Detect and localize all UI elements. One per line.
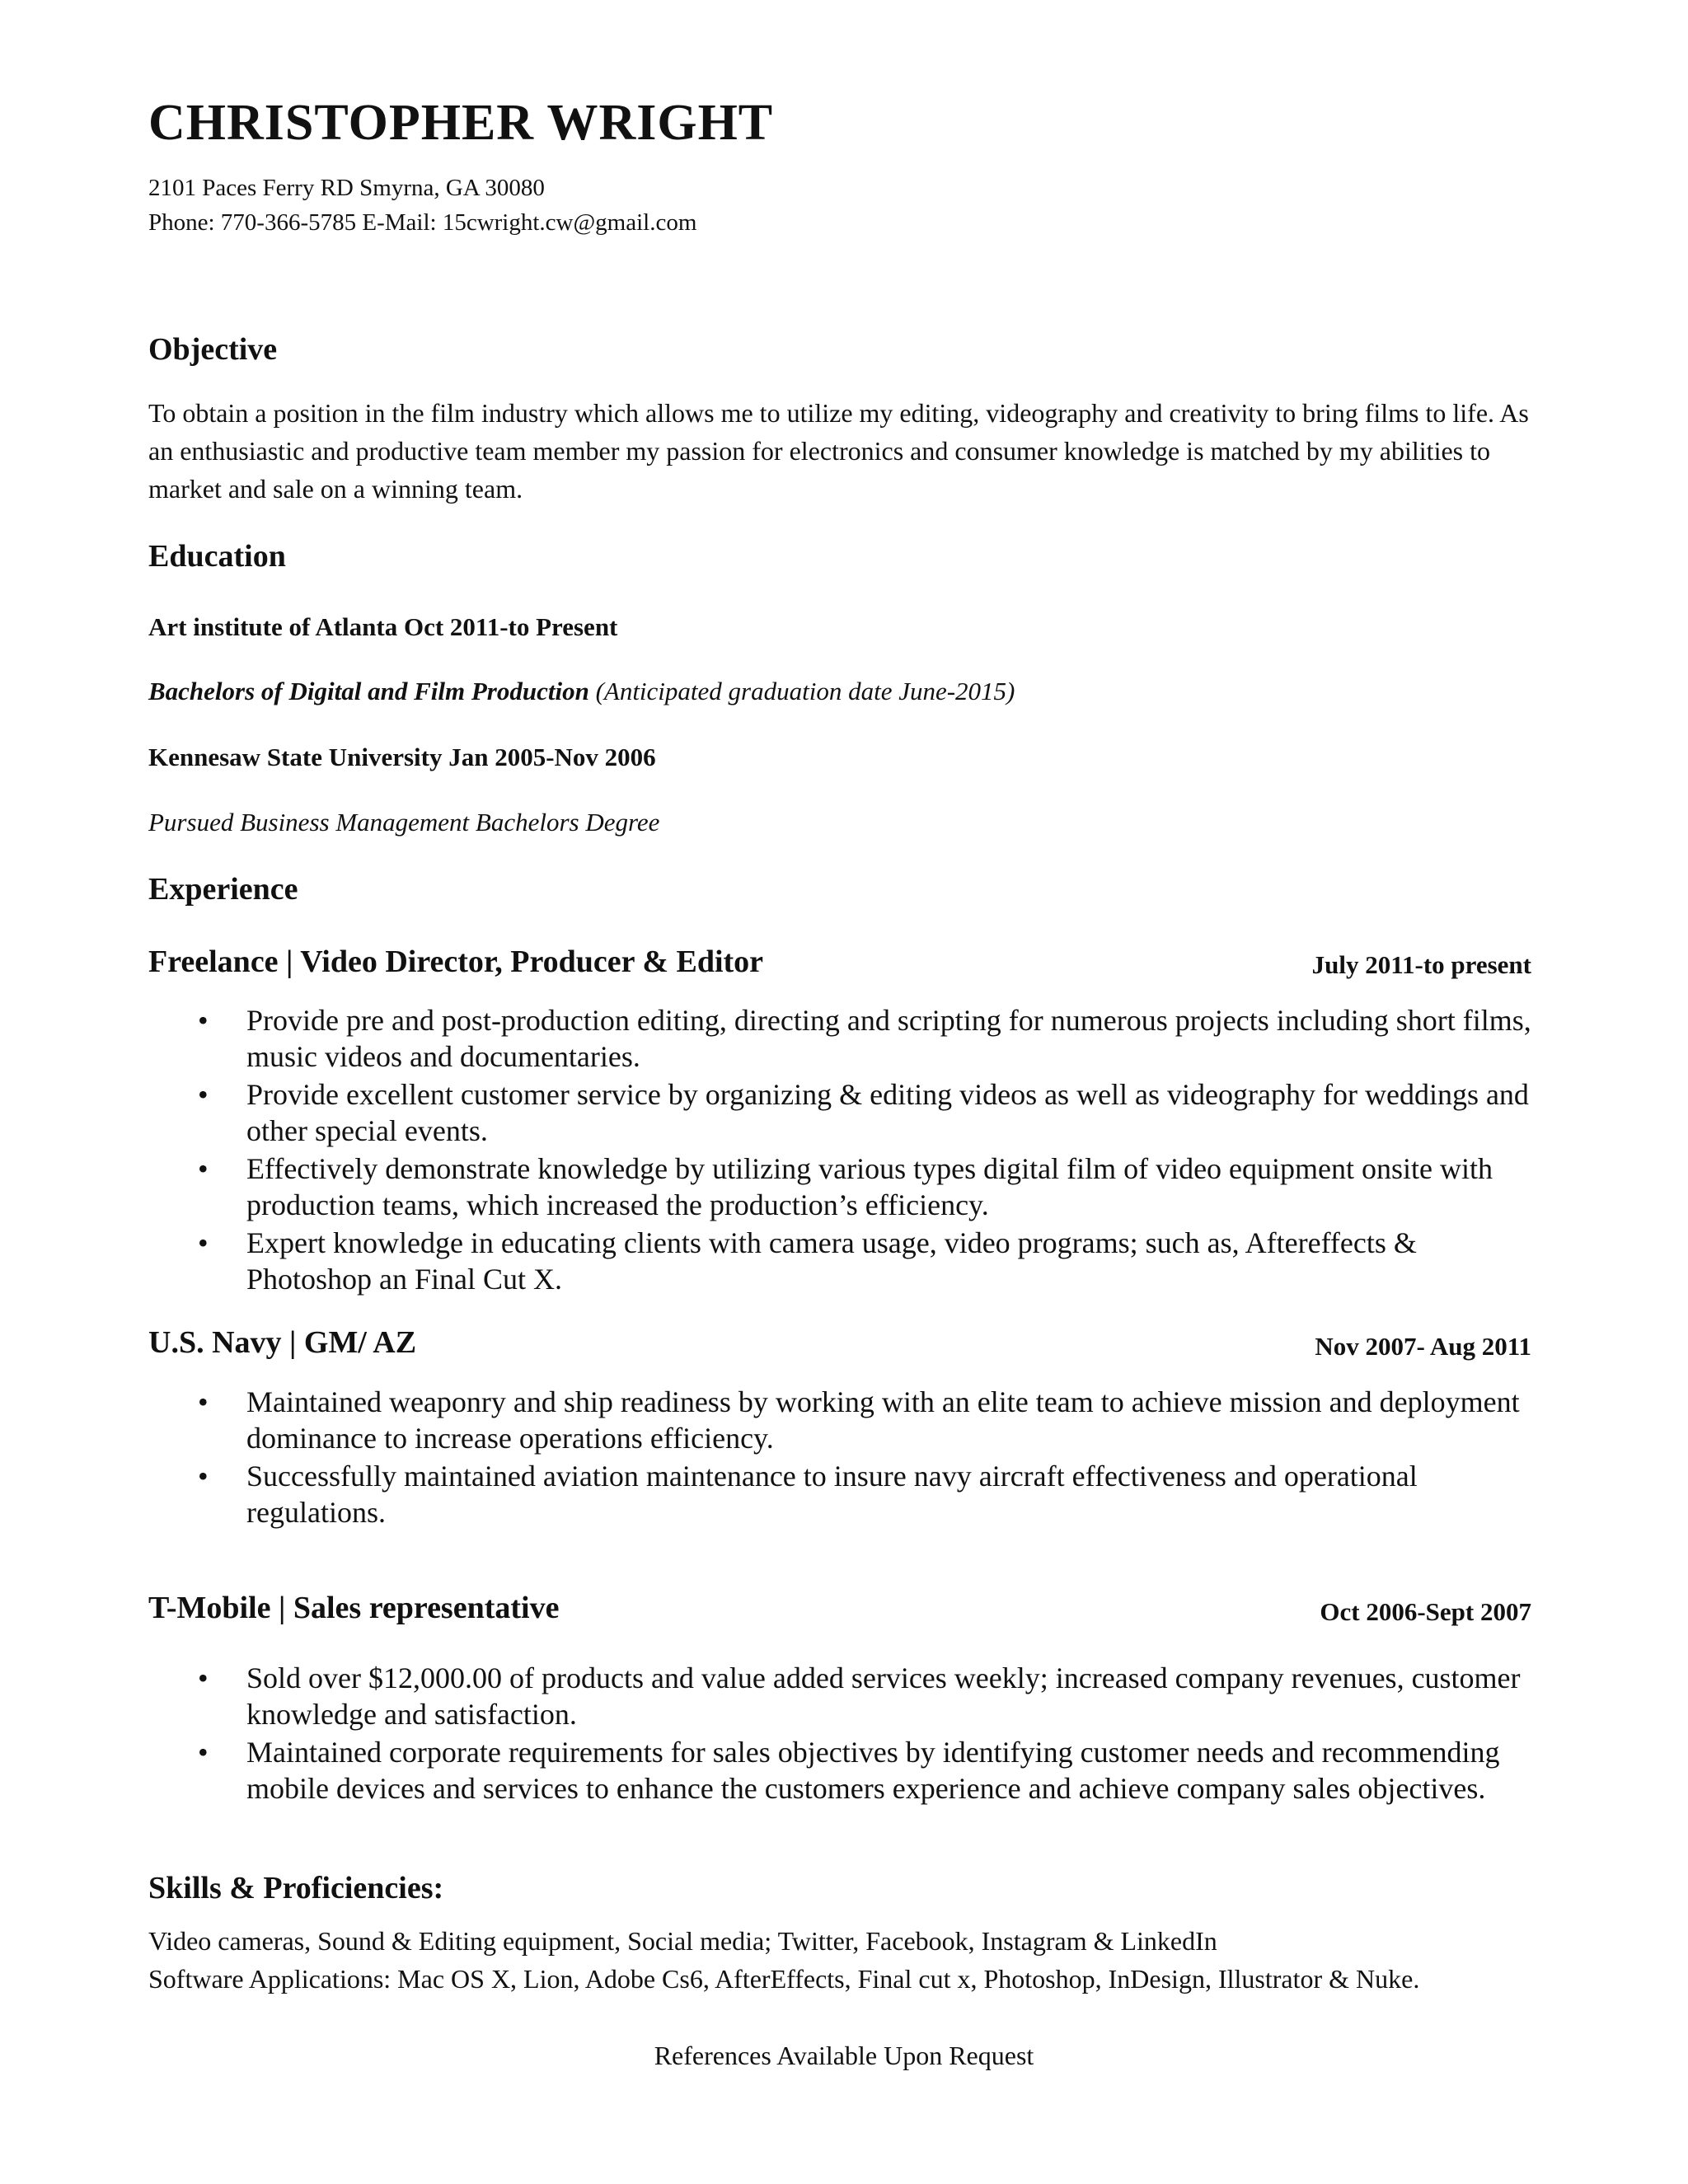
job-dates-tmobile: Oct 2006-Sept 2007 [1320, 1597, 1531, 1626]
objective-text: To obtain a position in the film industry which allows me to utilize my editing, videography and creativity to bring films to life. As an enthusiastic and productive team member my passion for electronics and consumer knowledge is matched by my abilities to market and sale on a winning team. [148, 398, 1529, 504]
education-degree-1-note: (Anticipated graduation date June-2015) [595, 677, 1015, 705]
job-title-freelance: Freelance | Video Director, Producer & Editor [148, 944, 764, 979]
education-degree-1-title: Bachelors of Digital and Film Production [148, 677, 589, 705]
list-item: • Expert knowledge in educating clients with camera usage, video programs; such as, Aftereffects & Photoshop an Final Cut X. [148, 1225, 1533, 1297]
list-item: • Successfully maintained aviation maintenance to insure navy aircraft effectiveness and operational regulations. [148, 1458, 1533, 1530]
list-item: • Sold over $12,000.00 of products and value added services weekly; increased company revenues, customer knowledge and satisfaction. [148, 1660, 1533, 1732]
education-school-2: Kennesaw State University Jan 2005-Nov 2006 [148, 743, 656, 771]
job-bullets-navy [148, 1384, 1533, 1532]
education-school-1: Art institute of Atlanta Oct 2011-to Present [148, 612, 618, 641]
objective-heading: Objective [148, 332, 278, 367]
education-degree-1 [148, 678, 1015, 704]
skills-heading: Skills & Proficiencies: [148, 1871, 444, 1905]
education-degree-2: Pursued Business Management Bachelors Degree [148, 808, 660, 837]
list-item: • Effectively demonstrate knowledge by utilizing various types digital film of video equipment onsite with production teams, which increased the production’s efficiency. [148, 1151, 1533, 1223]
job-bullets-freelance [148, 1002, 1533, 1299]
job-dates-freelance: July 2011-to present [1311, 950, 1531, 979]
skills-line-1: Video cameras, Sound & Editing equipment, Social media; Twitter, Facebook, Instagram & LinkedIn [148, 1926, 1217, 1956]
contact-phone-email: Phone: 770-366-5785 E-Mail: 15cwright.cw@gmail.com [148, 209, 697, 236]
list-item: • Provide excellent customer service by organizing & editing videos as well as videography for weddings and other special events. [148, 1076, 1533, 1149]
list-item: • Provide pre and post-production editing, directing and scripting for numerous projects including short films, music videos and documentaries. [148, 1002, 1533, 1075]
skills-line-2: Software Applications: Mac OS X, Lion, Adobe Cs6, AfterEffects, Final cut x, Photoshop, InDesign, Illustrator & Nuke. [148, 1964, 1420, 1994]
job-dates-navy: Nov 2007- Aug 2011 [1315, 1332, 1531, 1361]
list-item: • Maintained weaponry and ship readiness by working with an elite team to achieve mission and deployment dominance to increase operations efficiency. [148, 1384, 1533, 1456]
contact-address: 2101 Paces Ferry RD Smyrna, GA 30080 [148, 175, 545, 201]
job-bullets-tmobile [148, 1660, 1533, 1808]
job-title-navy: U.S. Navy | GM/ AZ [148, 1325, 417, 1360]
resume-name: CHRISTOPHER WRIGHT [148, 95, 774, 151]
references-note: References Available Upon Request [654, 2041, 1034, 2070]
education-heading: Education [148, 539, 286, 574]
experience-heading: Experience [148, 872, 298, 907]
job-title-tmobile: T-Mobile | Sales representative [148, 1591, 560, 1625]
list-item: • Maintained corporate requirements for sales objectives by identifying customer needs and recommending mobile devices and services to enhance the customers experience and achieve company sales objectives. [148, 1734, 1533, 1807]
